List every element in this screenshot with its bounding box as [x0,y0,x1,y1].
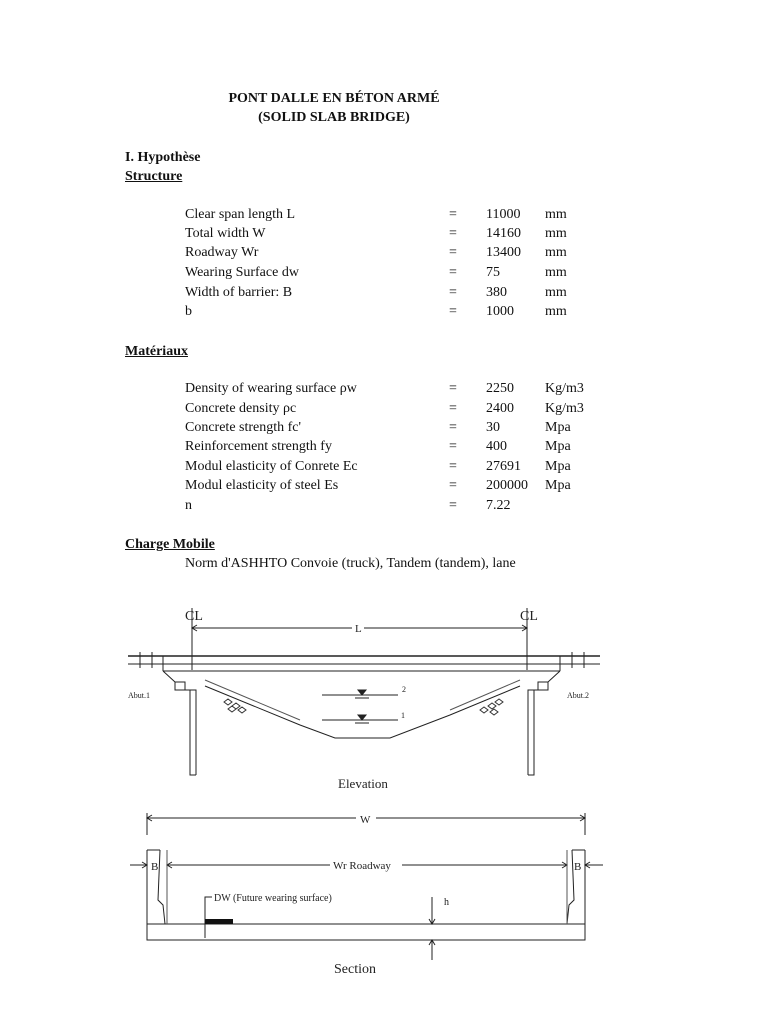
row-equals: = [449,498,457,513]
table-row [0,478,768,496]
abutment-left [163,671,196,775]
row-label: Clear span length L [185,207,296,222]
row-equals: = [449,226,457,241]
row-value: 400 [486,439,507,454]
abutment-right [528,671,560,775]
row-unit: Mpa [545,439,571,454]
row-equals: = [449,285,457,300]
barrier-label-right: B [574,861,582,873]
row-value: 1000 [486,304,514,319]
row-unit: Kg/m3 [545,401,584,416]
section-drawing [0,805,768,1020]
row-unit: mm [545,226,567,241]
doc-title-line1: PONT DALLE EN BÉTON ARMÉ [228,91,440,106]
channel-slope-left [205,680,300,720]
row-unit: mm [545,285,567,300]
abutment-left-seat [175,682,190,690]
row-label: Width of barrier: B [185,285,293,300]
row-value: 380 [486,285,507,300]
row-label: Modul elasticity of Conrete Ec [185,459,358,474]
row-equals: = [449,459,457,474]
water-level-label-2: 2 [402,685,406,694]
abutment-left-wall [190,690,196,775]
table-row [0,245,768,263]
table-row [0,498,768,516]
w-label: W [360,814,371,826]
section-heading-hypothese: I. Hypothèse [125,150,201,165]
row-unit: Mpa [545,420,571,435]
row-equals: = [449,265,457,280]
row-equals: = [449,478,457,493]
charge-description: Norm d'ASHHTO Convoie (truck), Tandem (tandem), lane [185,556,516,571]
row-value: 13400 [486,245,521,260]
dw-label: DW (Future wearing surface) [214,893,332,904]
span-label: L [355,623,362,635]
row-value: 75 [486,265,500,280]
row-unit: mm [545,304,567,319]
row-equals: = [449,401,457,416]
abutment-label-left: Abut.1 [128,691,150,700]
subheading-structure: Structure [125,169,183,184]
row-unit: Kg/m3 [545,381,584,396]
table-row [0,304,768,322]
table-row [0,439,768,457]
cl-label-left: CL [185,609,203,624]
row-label: Roadway Wr [185,245,259,260]
row-label: Modul elasticity of steel Es [185,478,339,493]
row-value: 2250 [486,381,514,396]
row-value: 7.22 [486,498,511,513]
row-unit: mm [545,207,567,222]
subheading-materiaux: Matériaux [125,344,188,359]
row-value: 14160 [486,226,521,241]
row-equals: = [449,381,457,396]
row-value: 11000 [486,207,521,222]
wearing-surface-bar [205,919,233,924]
table-row [0,207,768,225]
table-row [0,401,768,419]
abutment-label-right: Abut.2 [567,691,589,700]
row-label: b [185,304,192,319]
row-equals: = [449,420,457,435]
row-label: Total width W [185,226,266,241]
section-caption: Section [334,962,376,977]
row-label: n [185,498,192,513]
row-unit: mm [545,265,567,280]
elevation-drawing [0,590,768,800]
barrier-label-left: B [151,861,159,873]
row-equals: = [449,304,457,319]
row-unit: mm [545,245,567,260]
row-equals: = [449,439,457,454]
abutment-right-seat [534,682,548,690]
row-value: 2400 [486,401,514,416]
row-unit: Mpa [545,478,571,493]
row-label: Reinforcement strength fy [185,439,332,454]
row-value: 200000 [486,478,528,493]
row-equals: = [449,207,457,222]
row-value: 30 [486,420,500,435]
h-label: h [444,897,449,908]
row-label: Wearing Surface dw [185,265,299,280]
cl-label-right: CL [520,609,538,624]
doc-title-line2: (SOLID SLAB BRIDGE) [258,110,410,125]
subheading-charge-mobile: Charge Mobile [125,537,215,552]
elevation-caption: Elevation [338,776,388,791]
row-label: Concrete strength fc' [185,420,302,435]
table-row [0,459,768,477]
wr-roadway-label: Wr Roadway [333,860,391,872]
table-row [0,420,768,438]
water-level-label-1: 1 [401,711,405,720]
water-level-marker-icon [358,715,366,720]
channel-slope-right [450,680,520,710]
water-level-marker-icon [358,690,366,695]
slab [147,924,585,940]
dw-leader [205,897,212,938]
table-row [0,265,768,283]
row-equals: = [449,245,457,260]
row-unit: Mpa [545,459,571,474]
table-row [0,285,768,303]
table-row [0,381,768,399]
row-label: Density of wearing surface ρw [185,381,357,396]
row-label: Concrete density ρc [185,401,297,416]
abutment-right-wall [528,690,534,775]
row-value: 27691 [486,459,521,474]
table-row [0,226,768,244]
